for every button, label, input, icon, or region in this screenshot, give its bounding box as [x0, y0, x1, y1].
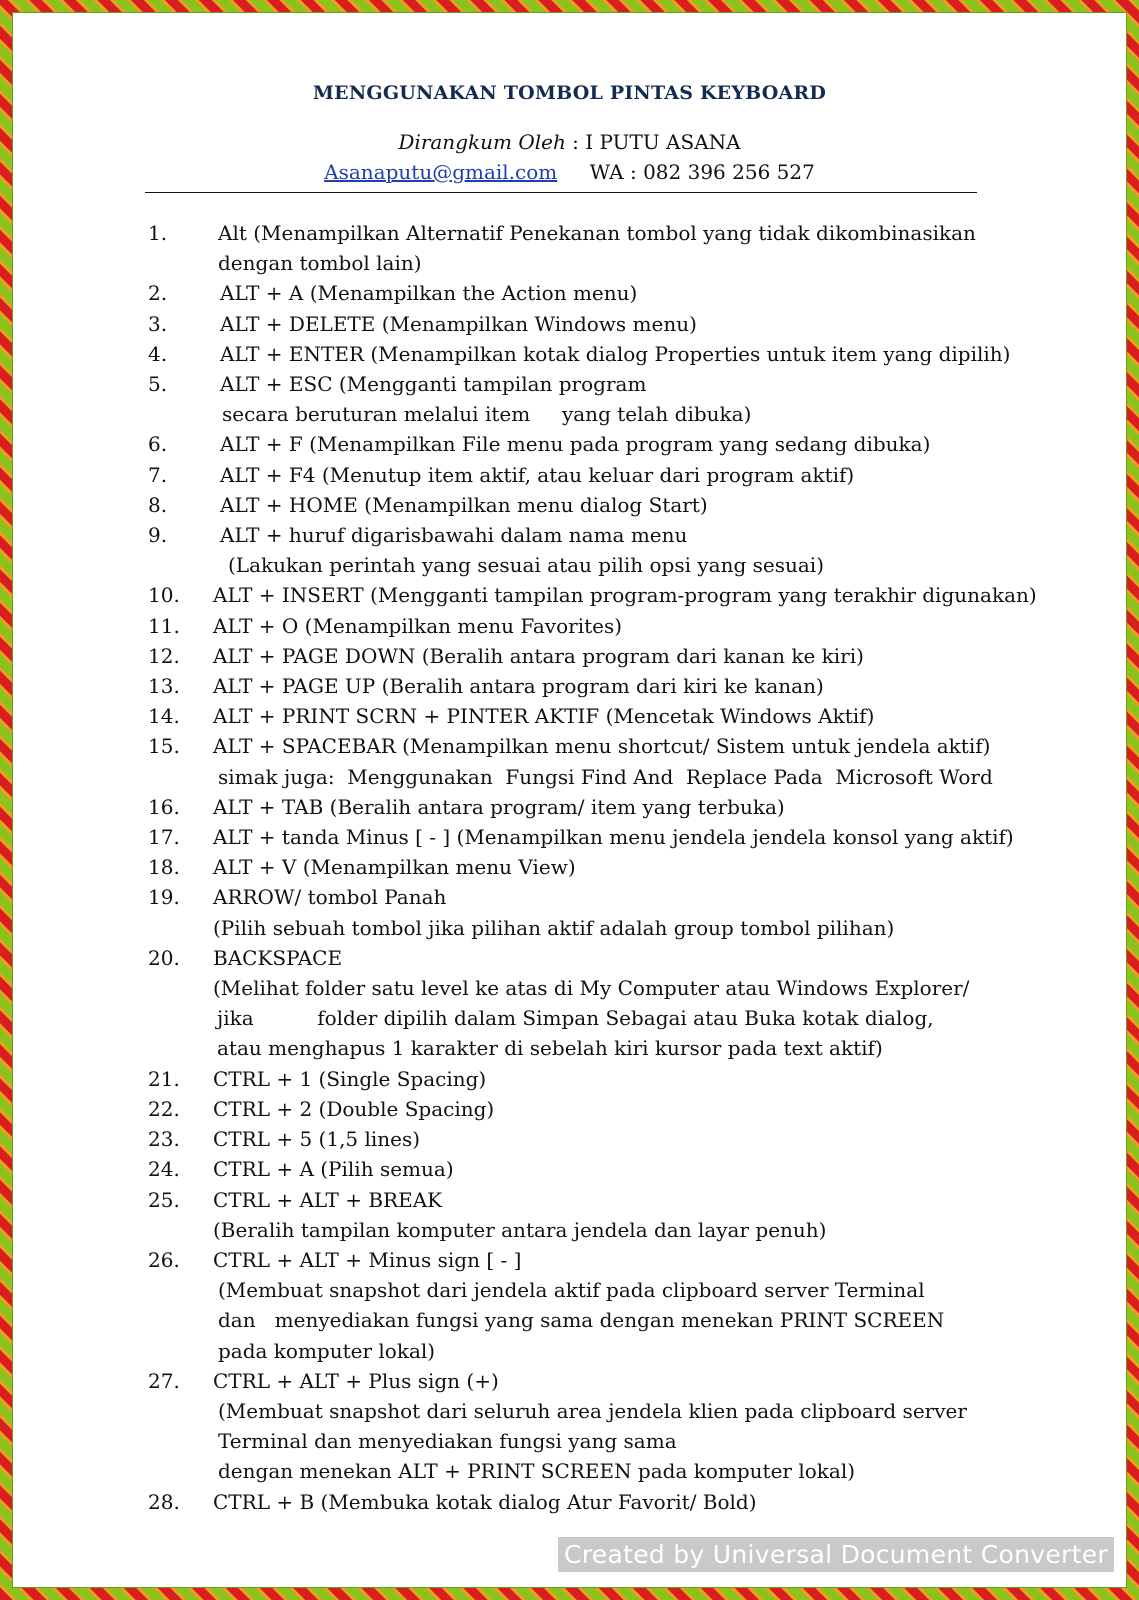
- item-number: 7.: [148, 462, 168, 487]
- email-link[interactable]: Asanaputu@gmail.com: [324, 160, 558, 184]
- item-number: 22.: [148, 1096, 180, 1121]
- item-number: 12.: [148, 643, 180, 668]
- list-item: [0, 1124, 1139, 1154]
- header-divider: [145, 192, 977, 193]
- item-number: 15.: [148, 734, 180, 759]
- item-text-line: ALT + V (Menampilkan menu View): [213, 855, 576, 880]
- list-item: [0, 1154, 1139, 1184]
- item-number: 9.: [148, 523, 168, 548]
- list-item: [0, 429, 1139, 459]
- list-item: [0, 882, 1139, 942]
- compiled-by-name: : I PUTU ASANA: [565, 130, 741, 154]
- list-item: [0, 1185, 1139, 1245]
- item-number: 27.: [148, 1368, 180, 1393]
- converter-watermark: Created by Universal Document Converter: [558, 1537, 1114, 1572]
- item-text-line: CTRL + 1 (Single Spacing): [213, 1066, 487, 1091]
- item-number: 14.: [148, 704, 180, 729]
- item-text-line: (Beralih tampilan komputer antara jendela dan layar penuh): [213, 1217, 827, 1242]
- item-text-line: atau menghapus 1 karakter di sebelah kiri kursor pada text aktif): [217, 1036, 883, 1061]
- list-item: [0, 580, 1139, 610]
- item-text-line: dan menyediakan fungsi yang sama dengan menekan PRINT SCREEN: [218, 1308, 945, 1333]
- item-number: 19.: [148, 885, 180, 910]
- list-item: [0, 822, 1139, 852]
- list-item: [0, 701, 1139, 731]
- item-text-line: CTRL + 2 (Double Spacing): [213, 1096, 495, 1121]
- contact-line: [0, 160, 1139, 184]
- item-text-line: ALT + DELETE (Menampilkan Windows menu): [220, 311, 697, 336]
- item-text-line: ALT + F4 (Menutup item aktif, atau keluar dari program aktif): [220, 462, 855, 487]
- item-number: 17.: [148, 825, 180, 850]
- item-text-line: dengan menekan ALT + PRINT SCREEN pada komputer lokal): [218, 1459, 856, 1484]
- item-number: 13.: [148, 674, 180, 699]
- item-text-line: simak juga: Menggunakan Fungsi Find And Replace Pada Microsoft Word: [218, 764, 993, 789]
- item-text-line: Terminal dan menyediakan fungsi yang sama: [218, 1429, 677, 1454]
- item-text-line: ALT + INSERT (Mengganti tampilan program-program yang terakhir digunakan): [213, 583, 1037, 608]
- item-text-line: (Melihat folder satu level ke atas di My Computer atau Windows Explorer/: [213, 976, 970, 1001]
- item-text-line: CTRL + B (Membuka kotak dialog Atur Favorit/ Bold): [213, 1489, 757, 1514]
- list-item: [0, 611, 1139, 641]
- wa-number: WA : 082 396 256 527: [589, 160, 815, 184]
- shortcut-list: [0, 218, 1139, 1517]
- item-text-line: ALT + HOME (Menampilkan menu dialog Start): [220, 492, 708, 517]
- list-item: [0, 1094, 1139, 1124]
- list-item: [0, 218, 1139, 278]
- item-number: 3.: [148, 311, 168, 336]
- list-item: [0, 943, 1139, 1064]
- item-text-line: ALT + PAGE UP (Beralih antara program dari kiri ke kanan): [213, 674, 824, 699]
- list-item: [0, 852, 1139, 882]
- list-item: [0, 792, 1139, 822]
- item-number: 18.: [148, 855, 180, 880]
- item-text-line: ALT + tanda Minus [ - ] (Menampilkan menu jendela jendela konsol yang aktif): [213, 825, 1014, 850]
- item-number: 6.: [148, 432, 168, 457]
- list-item: [0, 520, 1139, 580]
- item-text-line: ALT + ENTER (Menampilkan kotak dialog Properties untuk item yang dipilih): [220, 341, 1011, 366]
- item-text-line: dengan tombol lain): [218, 251, 422, 276]
- item-text-line: (Membuat snapshot dari seluruh area jendela klien pada clipboard server: [218, 1398, 967, 1423]
- item-text-line: CTRL + ALT + BREAK: [213, 1187, 443, 1212]
- item-number: 23.: [148, 1127, 180, 1152]
- item-number: 5.: [148, 372, 168, 397]
- list-item: [0, 369, 1139, 429]
- item-text-line: secara beruturan melalui item yang telah dibuka): [222, 402, 752, 427]
- list-item: [0, 731, 1139, 791]
- item-text-line: (Lakukan perintah yang sesuai atau pilih opsi yang sesuai): [228, 553, 824, 578]
- item-text-line: (Membuat snapshot dari jendela aktif pada clipboard server Terminal: [218, 1278, 925, 1303]
- list-item: [0, 339, 1139, 369]
- item-text-line: ALT + PRINT SCRN + PINTER AKTIF (Mencetak Windows Aktif): [213, 704, 875, 729]
- list-item: [0, 490, 1139, 520]
- item-text-line: ALT + huruf digarisbawahi dalam nama menu: [220, 523, 688, 548]
- item-text-line: ALT + ESC (Mengganti tampilan program: [220, 372, 647, 397]
- item-number: 24.: [148, 1157, 180, 1182]
- item-number: 1.: [148, 221, 168, 245]
- item-text-line: (Pilih sebuah tombol jika pilihan aktif adalah group tombol pilihan): [213, 915, 895, 940]
- item-text-line: CTRL + ALT + Plus sign (+): [213, 1368, 499, 1393]
- item-text-line: Alt (Menampilkan Alternatif Penekanan tombol yang tidak dikombinasikan: [218, 221, 976, 245]
- page-title: MENGGUNAKAN TOMBOL PINTAS KEYBOARD: [312, 82, 827, 104]
- item-text-line: CTRL + A (Pilih semua): [213, 1157, 454, 1182]
- item-text-line: ALT + SPACEBAR (Menampilkan menu shortcut/ Sistem untuk jendela aktif): [213, 734, 991, 759]
- item-number: 11.: [148, 613, 180, 638]
- list-item: [0, 309, 1139, 339]
- item-number: 10.: [148, 583, 180, 608]
- item-text-line: ALT + PAGE DOWN (Beralih antara program dari kanan ke kiri): [213, 643, 864, 668]
- list-item: [0, 1487, 1139, 1517]
- item-text-line: ALT + TAB (Beralih antara program/ item yang terbuka): [213, 794, 785, 819]
- item-text-line: CTRL + ALT + Minus sign [ - ]: [213, 1247, 522, 1272]
- item-text-line: ALT + O (Menampilkan menu Favorites): [213, 613, 623, 638]
- item-text-line: BACKSPACE: [213, 945, 343, 970]
- author-line: [0, 130, 1139, 154]
- item-text-line: pada komputer lokal): [218, 1338, 436, 1363]
- list-item: [0, 1245, 1139, 1366]
- item-text-line: jika folder dipilih dalam Simpan Sebagai atau Buka kotak dialog,: [217, 1006, 934, 1031]
- item-number: 8.: [148, 492, 168, 517]
- list-item: [0, 1064, 1139, 1094]
- item-text-line: CTRL + 5 (1,5 lines): [213, 1127, 421, 1152]
- item-text-line: ALT + F (Menampilkan File menu pada program yang sedang dibuka): [220, 432, 931, 457]
- list-item: [0, 671, 1139, 701]
- item-number: 4.: [148, 341, 168, 366]
- item-number: 26.: [148, 1247, 180, 1272]
- list-item: [0, 278, 1139, 308]
- item-number: 28.: [148, 1489, 180, 1514]
- list-item: [0, 641, 1139, 671]
- item-number: 2.: [148, 281, 168, 306]
- item-text-line: ALT + A (Menampilkan the Action menu): [220, 281, 638, 306]
- compiled-by-label: Dirangkum Oleh: [398, 130, 566, 154]
- item-number: 20.: [148, 945, 180, 970]
- item-text-line: ARROW/ tombol Panah: [213, 885, 447, 910]
- item-number: 16.: [148, 794, 180, 819]
- list-item: [0, 1366, 1139, 1487]
- list-item: [0, 460, 1139, 490]
- item-number: 21.: [148, 1066, 180, 1091]
- item-number: 25.: [148, 1187, 180, 1212]
